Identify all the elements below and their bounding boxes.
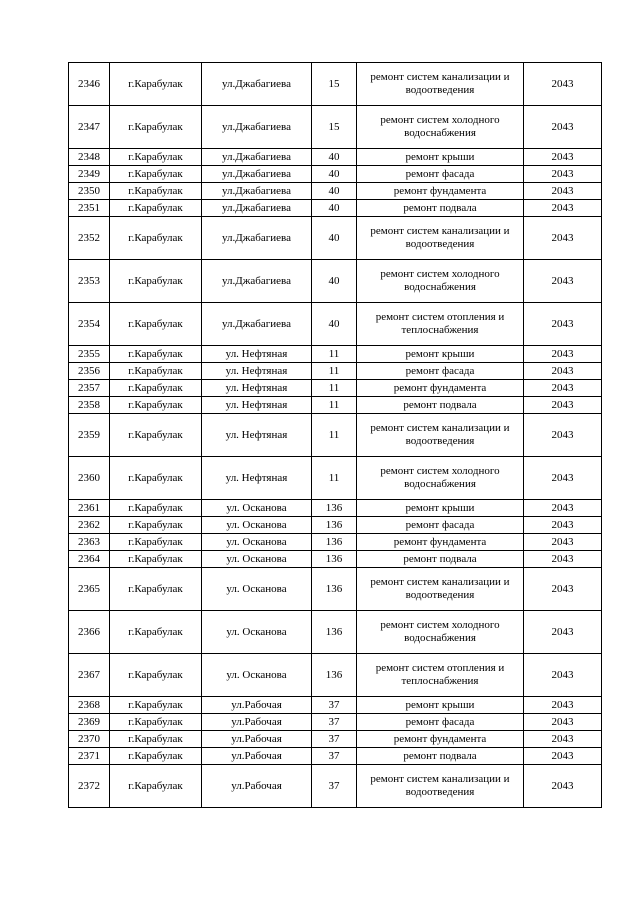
- work-type-cell: ремонт систем холодного водоснабжения: [357, 260, 524, 303]
- street-cell: ул. Осканова: [202, 551, 312, 568]
- year-cell: 2043: [524, 697, 602, 714]
- work-type-cell: ремонт подвала: [357, 200, 524, 217]
- city-cell: г.Карабулак: [110, 457, 202, 500]
- work-type-cell: ремонт крыши: [357, 697, 524, 714]
- year-cell: 2043: [524, 457, 602, 500]
- row-number-cell: 2360: [69, 457, 110, 500]
- row-number-cell: 2362: [69, 517, 110, 534]
- house-number-cell: 11: [312, 457, 357, 500]
- city-cell: г.Карабулак: [110, 63, 202, 106]
- work-type-cell: ремонт систем канализации и водоотведения: [357, 63, 524, 106]
- row-number-cell: 2370: [69, 731, 110, 748]
- table-row: [69, 303, 602, 346]
- row-number-cell: 2356: [69, 363, 110, 380]
- city-cell: г.Карабулак: [110, 183, 202, 200]
- year-cell: 2043: [524, 346, 602, 363]
- year-cell: 2043: [524, 414, 602, 457]
- street-cell: ул.Джабагиева: [202, 149, 312, 166]
- work-type-cell: ремонт фундамента: [357, 731, 524, 748]
- house-number-cell: 136: [312, 568, 357, 611]
- house-number-cell: 136: [312, 500, 357, 517]
- city-cell: г.Карабулак: [110, 765, 202, 808]
- street-cell: ул.Рабочая: [202, 697, 312, 714]
- street-cell: ул. Осканова: [202, 517, 312, 534]
- row-number-cell: 2359: [69, 414, 110, 457]
- house-number-cell: 136: [312, 551, 357, 568]
- row-number-cell: 2364: [69, 551, 110, 568]
- city-cell: г.Карабулак: [110, 654, 202, 697]
- row-number-cell: 2361: [69, 500, 110, 517]
- table-row: [69, 568, 602, 611]
- year-cell: 2043: [524, 303, 602, 346]
- table-row: [69, 363, 602, 380]
- table-row: [69, 551, 602, 568]
- street-cell: ул.Джабагиева: [202, 106, 312, 149]
- street-cell: ул.Джабагиева: [202, 63, 312, 106]
- street-cell: ул. Нефтяная: [202, 380, 312, 397]
- city-cell: г.Карабулак: [110, 697, 202, 714]
- row-number-cell: 2357: [69, 380, 110, 397]
- work-type-cell: ремонт фундамента: [357, 183, 524, 200]
- house-number-cell: 136: [312, 534, 357, 551]
- street-cell: ул.Рабочая: [202, 748, 312, 765]
- house-number-cell: 37: [312, 765, 357, 808]
- table-row: [69, 260, 602, 303]
- table-row: [69, 166, 602, 183]
- row-number-cell: 2352: [69, 217, 110, 260]
- street-cell: ул. Нефтяная: [202, 346, 312, 363]
- row-number-cell: 2347: [69, 106, 110, 149]
- house-number-cell: 40: [312, 303, 357, 346]
- row-number-cell: 2371: [69, 748, 110, 765]
- row-number-cell: 2358: [69, 397, 110, 414]
- city-cell: г.Карабулак: [110, 397, 202, 414]
- city-cell: г.Карабулак: [110, 380, 202, 397]
- house-number-cell: 37: [312, 714, 357, 731]
- house-number-cell: 136: [312, 517, 357, 534]
- row-number-cell: 2366: [69, 611, 110, 654]
- table-row: [69, 200, 602, 217]
- table-row: [69, 697, 602, 714]
- year-cell: 2043: [524, 714, 602, 731]
- street-cell: ул. Осканова: [202, 611, 312, 654]
- street-cell: ул.Рабочая: [202, 765, 312, 808]
- year-cell: 2043: [524, 731, 602, 748]
- row-number-cell: 2349: [69, 166, 110, 183]
- year-cell: 2043: [524, 551, 602, 568]
- work-type-cell: ремонт крыши: [357, 500, 524, 517]
- year-cell: 2043: [524, 654, 602, 697]
- city-cell: г.Карабулак: [110, 260, 202, 303]
- house-number-cell: 37: [312, 748, 357, 765]
- street-cell: ул.Джабагиева: [202, 260, 312, 303]
- city-cell: г.Карабулак: [110, 149, 202, 166]
- work-type-cell: ремонт фундамента: [357, 534, 524, 551]
- street-cell: ул.Джабагиева: [202, 303, 312, 346]
- work-type-cell: ремонт крыши: [357, 149, 524, 166]
- table-row: [69, 611, 602, 654]
- street-cell: ул.Джабагиева: [202, 183, 312, 200]
- house-number-cell: 11: [312, 380, 357, 397]
- city-cell: г.Карабулак: [110, 568, 202, 611]
- street-cell: ул. Осканова: [202, 568, 312, 611]
- city-cell: г.Карабулак: [110, 303, 202, 346]
- street-cell: ул. Осканова: [202, 500, 312, 517]
- house-number-cell: 11: [312, 363, 357, 380]
- year-cell: 2043: [524, 63, 602, 106]
- street-cell: ул. Осканова: [202, 534, 312, 551]
- street-cell: ул. Нефтяная: [202, 414, 312, 457]
- row-number-cell: 2367: [69, 654, 110, 697]
- row-number-cell: 2355: [69, 346, 110, 363]
- city-cell: г.Карабулак: [110, 346, 202, 363]
- table-row: [69, 380, 602, 397]
- row-number-cell: 2363: [69, 534, 110, 551]
- table-row: [69, 748, 602, 765]
- house-number-cell: 11: [312, 346, 357, 363]
- year-cell: 2043: [524, 149, 602, 166]
- table-row: [69, 414, 602, 457]
- city-cell: г.Карабулак: [110, 200, 202, 217]
- street-cell: ул. Осканова: [202, 654, 312, 697]
- city-cell: г.Карабулак: [110, 500, 202, 517]
- table-row: [69, 500, 602, 517]
- work-type-cell: ремонт систем холодного водоснабжения: [357, 457, 524, 500]
- work-type-cell: ремонт подвала: [357, 748, 524, 765]
- city-cell: г.Карабулак: [110, 731, 202, 748]
- work-type-cell: ремонт фасада: [357, 517, 524, 534]
- row-number-cell: 2372: [69, 765, 110, 808]
- year-cell: 2043: [524, 517, 602, 534]
- year-cell: 2043: [524, 397, 602, 414]
- city-cell: г.Карабулак: [110, 166, 202, 183]
- table-row: [69, 63, 602, 106]
- house-number-cell: 40: [312, 217, 357, 260]
- row-number-cell: 2346: [69, 63, 110, 106]
- work-type-cell: ремонт систем отопления и теплоснабжения: [357, 303, 524, 346]
- house-number-cell: 37: [312, 731, 357, 748]
- street-cell: ул.Рабочая: [202, 731, 312, 748]
- table-row: [69, 765, 602, 808]
- house-number-cell: 11: [312, 397, 357, 414]
- table-row: [69, 714, 602, 731]
- city-cell: г.Карабулак: [110, 534, 202, 551]
- table-row: [69, 183, 602, 200]
- street-cell: ул.Джабагиева: [202, 200, 312, 217]
- work-type-cell: ремонт крыши: [357, 346, 524, 363]
- house-number-cell: 136: [312, 654, 357, 697]
- house-number-cell: 40: [312, 200, 357, 217]
- year-cell: 2043: [524, 183, 602, 200]
- work-type-cell: ремонт фундамента: [357, 380, 524, 397]
- street-cell: ул.Джабагиева: [202, 166, 312, 183]
- house-number-cell: 40: [312, 183, 357, 200]
- street-cell: ул. Нефтяная: [202, 363, 312, 380]
- work-type-cell: ремонт систем канализации и водоотведения: [357, 765, 524, 808]
- table-row: [69, 217, 602, 260]
- row-number-cell: 2368: [69, 697, 110, 714]
- work-type-cell: ремонт систем канализации и водоотведения: [357, 568, 524, 611]
- table-row: [69, 517, 602, 534]
- house-number-cell: 136: [312, 611, 357, 654]
- year-cell: 2043: [524, 380, 602, 397]
- work-type-cell: ремонт фасада: [357, 166, 524, 183]
- city-cell: г.Карабулак: [110, 714, 202, 731]
- repair-schedule-table: [68, 62, 602, 808]
- table-row: [69, 534, 602, 551]
- table-row: [69, 106, 602, 149]
- house-number-cell: 15: [312, 63, 357, 106]
- year-cell: 2043: [524, 217, 602, 260]
- street-cell: ул.Джабагиева: [202, 217, 312, 260]
- year-cell: 2043: [524, 200, 602, 217]
- house-number-cell: 11: [312, 414, 357, 457]
- city-cell: г.Карабулак: [110, 106, 202, 149]
- house-number-cell: 40: [312, 149, 357, 166]
- year-cell: 2043: [524, 611, 602, 654]
- table-row: [69, 457, 602, 500]
- table-row: [69, 654, 602, 697]
- city-cell: г.Карабулак: [110, 217, 202, 260]
- year-cell: 2043: [524, 534, 602, 551]
- work-type-cell: ремонт фасада: [357, 714, 524, 731]
- year-cell: 2043: [524, 106, 602, 149]
- house-number-cell: 15: [312, 106, 357, 149]
- year-cell: 2043: [524, 166, 602, 183]
- city-cell: г.Карабулак: [110, 551, 202, 568]
- year-cell: 2043: [524, 363, 602, 380]
- house-number-cell: 37: [312, 697, 357, 714]
- street-cell: ул. Нефтяная: [202, 397, 312, 414]
- city-cell: г.Карабулак: [110, 363, 202, 380]
- year-cell: 2043: [524, 765, 602, 808]
- city-cell: г.Карабулак: [110, 611, 202, 654]
- work-type-cell: ремонт подвала: [357, 397, 524, 414]
- row-number-cell: 2351: [69, 200, 110, 217]
- work-type-cell: ремонт фасада: [357, 363, 524, 380]
- city-cell: г.Карабулак: [110, 414, 202, 457]
- table-row: [69, 397, 602, 414]
- year-cell: 2043: [524, 748, 602, 765]
- table-row: [69, 346, 602, 363]
- row-number-cell: 2354: [69, 303, 110, 346]
- house-number-cell: 40: [312, 166, 357, 183]
- row-number-cell: 2350: [69, 183, 110, 200]
- city-cell: г.Карабулак: [110, 748, 202, 765]
- street-cell: ул.Рабочая: [202, 714, 312, 731]
- row-number-cell: 2353: [69, 260, 110, 303]
- street-cell: ул. Нефтяная: [202, 457, 312, 500]
- table-body: [69, 63, 602, 808]
- house-number-cell: 40: [312, 260, 357, 303]
- work-type-cell: ремонт систем канализации и водоотведения: [357, 414, 524, 457]
- row-number-cell: 2348: [69, 149, 110, 166]
- row-number-cell: 2365: [69, 568, 110, 611]
- work-type-cell: ремонт подвала: [357, 551, 524, 568]
- row-number-cell: 2369: [69, 714, 110, 731]
- year-cell: 2043: [524, 568, 602, 611]
- table-row: [69, 149, 602, 166]
- year-cell: 2043: [524, 500, 602, 517]
- work-type-cell: ремонт систем холодного водоснабжения: [357, 611, 524, 654]
- year-cell: 2043: [524, 260, 602, 303]
- city-cell: г.Карабулак: [110, 517, 202, 534]
- work-type-cell: ремонт систем холодного водоснабжения: [357, 106, 524, 149]
- work-type-cell: ремонт систем отопления и теплоснабжения: [357, 654, 524, 697]
- table-row: [69, 731, 602, 748]
- work-type-cell: ремонт систем канализации и водоотведения: [357, 217, 524, 260]
